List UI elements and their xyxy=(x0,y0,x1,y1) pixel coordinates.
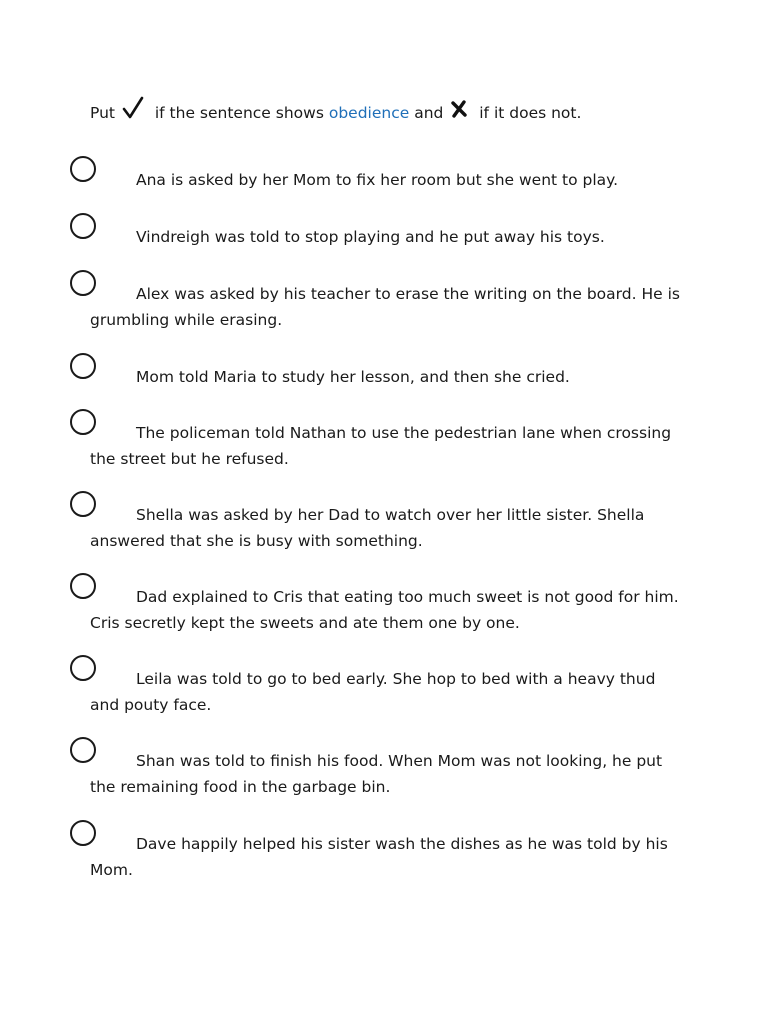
sentence-text: Shan was told to finish his food. When Mom was not looking, he put the remaining food in the garbage bin. xyxy=(90,752,663,796)
cross-mark-icon xyxy=(450,100,468,126)
instruction-put: Put xyxy=(90,104,115,122)
instruction-and: and xyxy=(414,104,444,122)
sentence-text: Ana is asked by her Mom to fix her room but she went to play. xyxy=(136,171,619,189)
sentence-text: Dave happily helped his sister wash the dishes as he was told by his Mom. xyxy=(90,835,668,879)
instruction-end: if it does not. xyxy=(479,104,582,122)
sentence-text: The policeman told Nathan to use the pedestrian lane when crossing the street but he refused. xyxy=(90,424,672,468)
instruction-line xyxy=(90,96,581,126)
sentence-text: Leila was told to go to bed early. She hop to bed with a heavy thud and pouty face. xyxy=(90,670,656,714)
sentence-text: Dad explained to Cris that eating too much sweet is not good for him. Cris secretly kept the sweets and ate them one by one. xyxy=(90,588,679,632)
sentence-text: Mom told Maria to study her lesson, and then she cried. xyxy=(136,368,570,386)
instruction-keyword: obedience xyxy=(328,104,410,122)
instruction-middle: if the sentence shows xyxy=(154,104,324,122)
check-mark-icon xyxy=(122,96,144,126)
sentence-text: Vindreigh was told to stop playing and he put away his toys. xyxy=(136,228,605,246)
sentence-text: Shella was asked by her Dad to watch over her little sister. Shella answered that she is busy with something. xyxy=(90,506,645,550)
sentence-text: Alex was asked by his teacher to erase the writing on the board. He is grumbling while erasing. xyxy=(90,285,680,329)
